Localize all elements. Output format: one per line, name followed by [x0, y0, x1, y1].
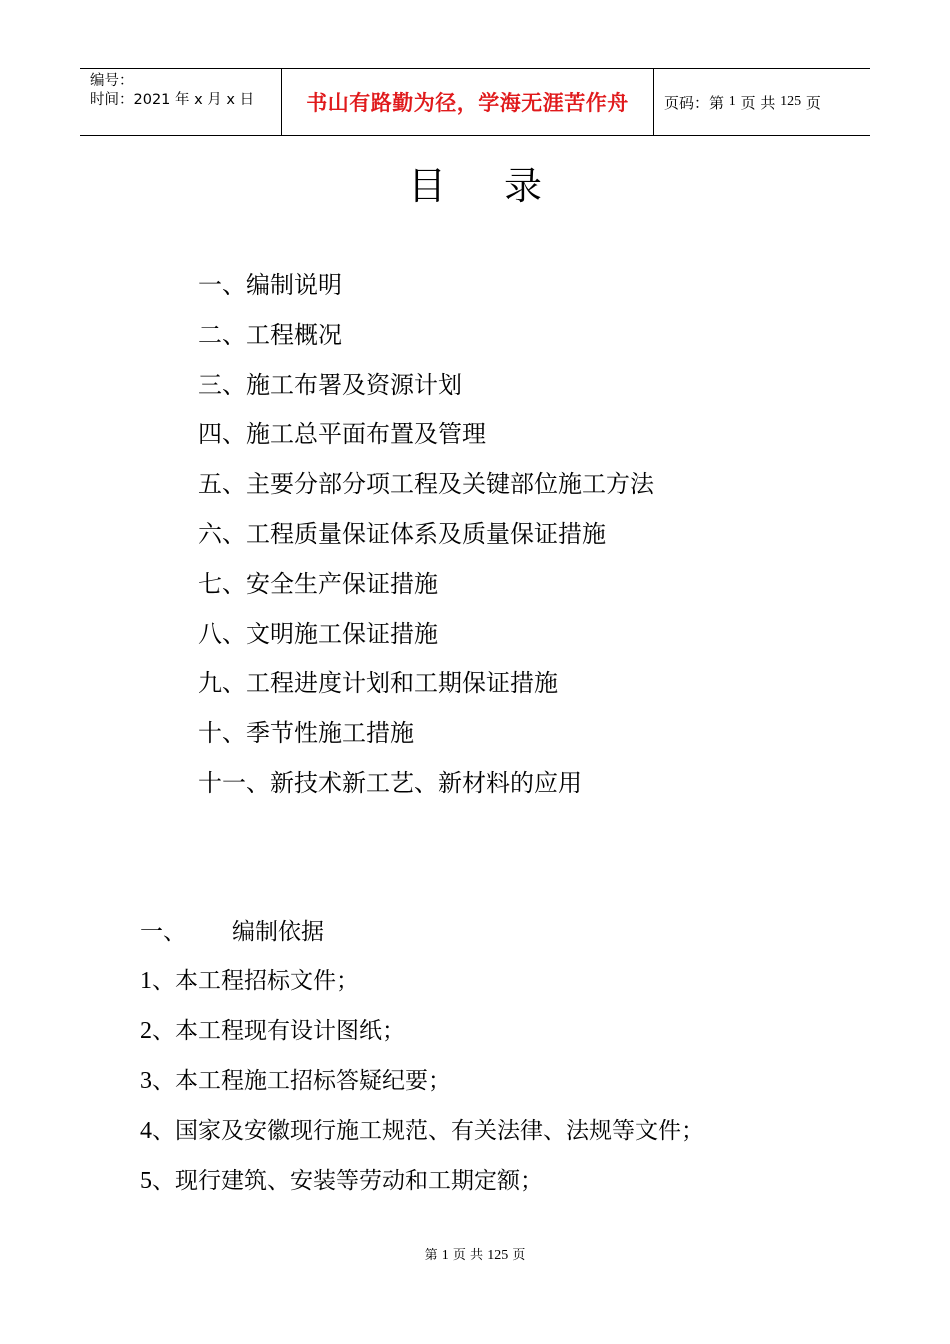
footer-total: 125 [487, 1248, 509, 1263]
toc-item: 四、施工总平面布置及管理 [198, 420, 486, 449]
toc-item: 一、编制说明 [198, 271, 342, 299]
toc-title [0, 158, 950, 214]
basis-item: 4、国家及安徽现行施工规范、有关法律、法规等文件； [140, 1118, 704, 1144]
basis-list [140, 963, 704, 1213]
section-heading [140, 914, 324, 950]
time-label: 时间：2021 年 x 月 x 日 [90, 92, 255, 108]
page-footer [0, 1246, 950, 1266]
page-current: 1 [728, 94, 736, 109]
footer-prefix: 第 [424, 1248, 438, 1263]
toc-item: 三、施工布署及资源计划 [198, 370, 462, 399]
toc-item: 六、工程质量保证体系及质量保证措施 [198, 519, 606, 548]
page-header [80, 68, 870, 136]
footer-mid: 页 共 [452, 1248, 484, 1263]
toc-item: 九、工程进度计划和工期保证措施 [198, 669, 558, 698]
header-page-info [654, 69, 870, 135]
toc-title-part2: 录 [504, 164, 543, 208]
toc-item: 十、季节性施工措施 [198, 719, 414, 748]
toc-item: 五、主要分部分项工程及关键部位施工方法 [198, 470, 654, 499]
basis-item: 3、本工程施工招标答疑纪要； [140, 1068, 451, 1094]
footer-suffix: 页 [512, 1248, 526, 1263]
toc-title-part1: 目 [407, 164, 446, 208]
basis-item: 2、本工程现有设计图纸； [140, 1018, 405, 1044]
basis-item: 5、现行建筑、安装等劳动和工期定额； [140, 1168, 543, 1194]
page-label-mid: 页 共 [740, 93, 776, 112]
section-number: 一、 [140, 919, 186, 945]
header-motto: 书山有路勤为径，学海无涯苦作舟 [282, 69, 654, 135]
toc-item: 八、文明施工保证措施 [198, 619, 438, 648]
page-total: 125 [780, 94, 802, 109]
page-label-suffix: 页 [805, 93, 821, 112]
header-meta [80, 69, 282, 135]
number-label: 编号： [90, 73, 134, 89]
page-label-prefix: 页码：第 [664, 93, 725, 112]
toc-item: 七、安全生产保证措施 [198, 569, 438, 598]
toc-item: 十一、新技术新工艺、新材料的应用 [198, 768, 582, 797]
footer-current: 1 [441, 1248, 449, 1263]
toc-list [198, 264, 654, 812]
section-title: 编制依据 [232, 919, 324, 945]
toc-item: 二、工程概况 [198, 320, 342, 349]
basis-item: 1、本工程招标文件； [140, 968, 359, 994]
